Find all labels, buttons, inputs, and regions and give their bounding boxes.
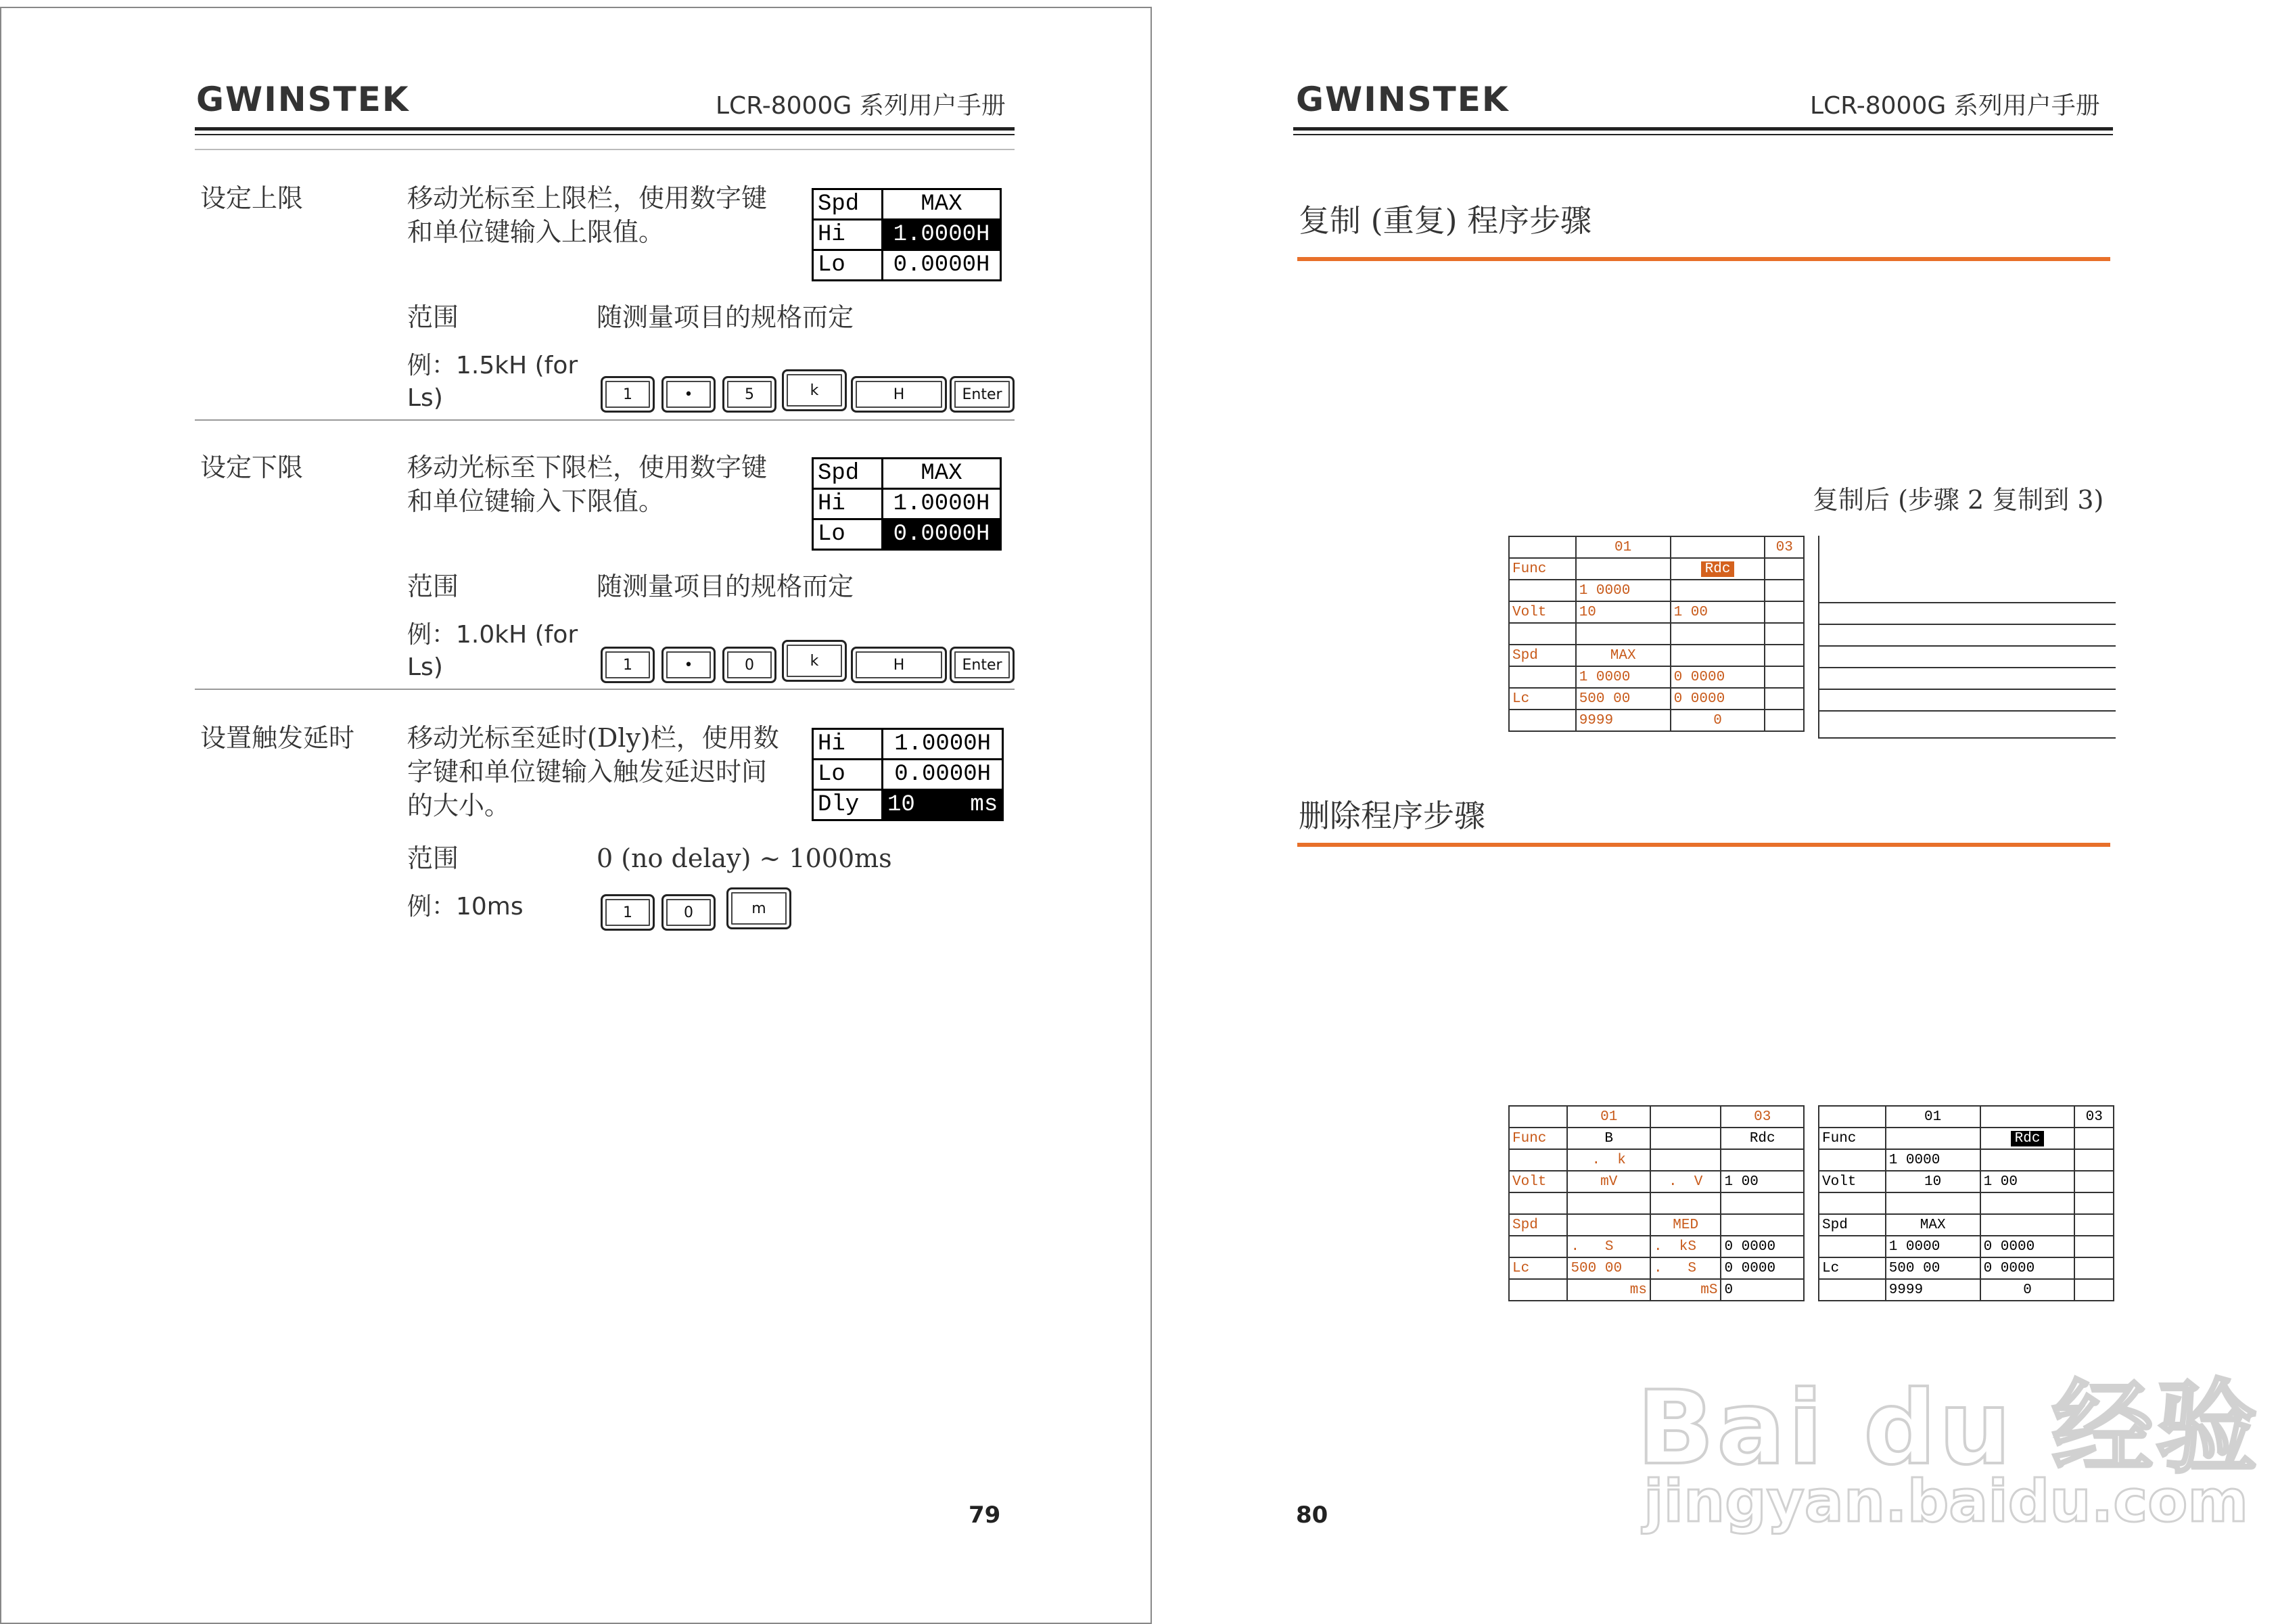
table-cell	[1576, 558, 1671, 580]
table-cell	[1671, 645, 1765, 666]
table-cell: 01	[1886, 1106, 1980, 1128]
table-cell: 03	[1721, 1106, 1804, 1128]
table-cell	[1980, 1192, 2075, 1214]
lcd-label: Hi	[813, 729, 883, 760]
section-desc-line: 移动光标至上限栏，使用数字键	[407, 183, 768, 213]
header-rule-thick	[195, 127, 1015, 131]
key-enter[interactable]: Enter	[950, 647, 1015, 683]
table-cell: ms	[1567, 1279, 1650, 1301]
manual-title: LCR-8000G 系列用户手册	[716, 92, 1006, 120]
table-cell: Spd	[1509, 1214, 1567, 1236]
table-cell	[2074, 1279, 2114, 1301]
table-cell	[2074, 1128, 2114, 1149]
table-cell: 1 0000	[1886, 1149, 1980, 1171]
table-cell	[1721, 1192, 1804, 1214]
lcd-label: Hi	[813, 220, 883, 250]
table-cell	[2074, 1192, 2114, 1214]
table-cell	[1650, 1106, 1721, 1128]
section-desc-line: 的大小。	[407, 791, 511, 820]
lcd-display	[812, 188, 1002, 281]
table-cell: Func	[1509, 1128, 1567, 1149]
lcd-label: Dly	[813, 790, 883, 820]
table-cell: . S	[1567, 1236, 1650, 1257]
key-enter[interactable]: Enter	[950, 376, 1015, 413]
table-cell: 0	[1721, 1279, 1804, 1301]
section-desc-line: 和单位键输入下限值。	[407, 486, 665, 516]
table-cell	[1509, 1149, 1567, 1171]
table-cell	[2074, 1171, 2114, 1192]
section-desc-line: 移动光标至下限栏，使用数字键	[407, 453, 768, 482]
lcd-value: 1.0000H	[883, 729, 1003, 760]
highlighted-cell: Rdc	[1701, 561, 1735, 577]
lcd-label: Spd	[813, 189, 883, 220]
table-cell: Lc	[1819, 1257, 1886, 1279]
table-cell: 9999	[1886, 1279, 1980, 1301]
table-cell: 1 00	[1671, 601, 1765, 623]
table-cell	[1671, 536, 1765, 558]
gwinstek-logo: GWINSTEK	[196, 80, 410, 119]
lcd-label: Hi	[813, 489, 883, 519]
copy-caption: 复制后 (步骤 2 复制到 3)	[1813, 485, 2104, 515]
lcd-label: Lo	[813, 519, 883, 550]
table-cell	[1819, 1279, 1886, 1301]
lcd-value: 0.0000H	[883, 250, 1001, 281]
highlighted-cell: Rdc	[2011, 1131, 2045, 1146]
table-cell: 1 00	[1980, 1171, 2075, 1192]
header-rule-thin	[195, 134, 1015, 135]
table-cell	[2074, 1236, 2114, 1257]
header-rule-thin	[1293, 134, 2113, 135]
table-cell: MAX	[1576, 645, 1671, 666]
table-cell: 10	[1576, 601, 1671, 623]
table-cell: 03	[2074, 1106, 2114, 1128]
key-5[interactable]: 5	[722, 376, 776, 413]
lcd-value: 0.0000H	[883, 760, 1003, 790]
table-cell	[1650, 1192, 1721, 1214]
table-cell	[1765, 688, 1804, 710]
table-cell: 0 0000	[1980, 1236, 2075, 1257]
table-cell: 03	[1765, 536, 1804, 558]
key-0[interactable]: 0	[661, 894, 716, 931]
table-cell: mV	[1567, 1171, 1650, 1192]
copy-heading: 复制 (重复) 程序步骤	[1299, 202, 1592, 239]
key-1[interactable]: 1	[601, 376, 655, 413]
table-cell: Volt	[1509, 1171, 1567, 1192]
table-cell: 01	[1567, 1106, 1650, 1128]
table-cell: . k	[1567, 1149, 1650, 1171]
table-cell	[1721, 1149, 1804, 1171]
table-cell	[1671, 580, 1765, 601]
table-cell	[2074, 1149, 2114, 1171]
table-cell	[1886, 1128, 1980, 1149]
program-table-copy	[1508, 536, 1805, 732]
table-cell	[1509, 1192, 1567, 1214]
key-h[interactable]: H	[851, 647, 947, 683]
key-k[interactable]: k	[782, 369, 847, 411]
table-cell: 10	[1886, 1171, 1980, 1192]
table-cell: . kS	[1650, 1236, 1721, 1257]
table-cell	[1765, 558, 1804, 580]
lcd-label: Spd	[813, 459, 883, 489]
table-cell	[1567, 1192, 1650, 1214]
table-cell: Lc	[1509, 1257, 1567, 1279]
table-cell	[1819, 1236, 1886, 1257]
range-label: 范围	[407, 572, 459, 601]
key-1[interactable]: 1	[601, 894, 655, 931]
table-cell	[1765, 580, 1804, 601]
table-cell	[1980, 1214, 2075, 1236]
table-cell: 0 0000	[1980, 1257, 2075, 1279]
table-cell	[2074, 1257, 2114, 1279]
table-cell: Func	[1509, 558, 1576, 580]
program-table-after-delete	[1818, 1105, 2114, 1301]
table-cell	[1509, 1106, 1567, 1128]
table-cell: 9999	[1576, 710, 1671, 731]
table-cell: Func	[1819, 1128, 1886, 1149]
table-cell: 500 00	[1886, 1257, 1980, 1279]
lcd-display	[812, 457, 1002, 551]
table-cell	[1819, 1192, 1886, 1214]
program-table-before-delete	[1508, 1105, 1805, 1301]
table-cell: 0 0000	[1671, 688, 1765, 710]
table-cell: Spd	[1819, 1214, 1886, 1236]
baidu-watermark-logo: Bai du 经验	[1637, 1370, 2260, 1487]
lcd-label: Lo	[813, 760, 883, 790]
range-value: 随测量项目的规格而定	[597, 302, 854, 332]
heading-rule	[1297, 843, 2110, 847]
table-cell	[1765, 601, 1804, 623]
table-cell: B	[1567, 1128, 1650, 1149]
range-value: 0 (no delay) ~ 1000ms	[597, 843, 892, 873]
baidu-watermark-url: jingyan.baidu.com	[1644, 1468, 2248, 1535]
key-m[interactable]: m	[726, 887, 791, 929]
table-cell	[2074, 1214, 2114, 1236]
table-cell: MED	[1650, 1214, 1721, 1236]
range-label: 范围	[407, 302, 459, 332]
table-cell: 1 0000	[1886, 1236, 1980, 1257]
table-cell: . S	[1650, 1257, 1721, 1279]
empty-grid	[1818, 536, 2116, 739]
delete-heading: 删除程序步骤	[1299, 797, 1485, 834]
lcd-value-selected: 1.0000H	[883, 220, 1001, 250]
section-divider	[195, 419, 1015, 421]
lcd-display	[812, 728, 1004, 821]
table-cell	[1576, 623, 1671, 645]
section-desc-line: 和单位键输入上限值。	[407, 217, 665, 247]
table-cell	[1980, 1106, 2075, 1128]
table-cell: mS	[1650, 1279, 1721, 1301]
table-cell: Rdc	[1721, 1128, 1804, 1149]
example-line: 例：10ms	[407, 893, 524, 921]
table-cell	[1765, 666, 1804, 688]
key-1[interactable]: 1	[601, 647, 655, 683]
table-cell	[1509, 1236, 1567, 1257]
example-line: Ls)	[407, 653, 443, 681]
section-label: 设定下限	[200, 453, 304, 482]
section-desc-line: 字键和单位键输入触发延迟时间	[407, 757, 768, 787]
gwinstek-logo: GWINSTEK	[1296, 80, 1510, 119]
manual-title: LCR-8000G 系列用户手册	[1810, 92, 2100, 120]
table-cell: 500 00	[1567, 1257, 1650, 1279]
range-value: 随测量项目的规格而定	[597, 572, 854, 601]
key-decimal[interactable]: •	[661, 376, 716, 413]
table-cell	[1980, 1149, 2075, 1171]
lcd-label: Lo	[813, 250, 883, 281]
section-divider	[195, 689, 1015, 690]
table-cell: 0 0000	[1721, 1236, 1804, 1257]
table-cell	[1509, 710, 1576, 731]
section-desc-line: 移动光标至延时(Dly)栏，使用数	[407, 723, 779, 753]
table-cell	[1765, 623, 1804, 645]
example-line: 例：1.5kH (for	[407, 352, 578, 379]
table-cell	[1509, 1279, 1567, 1301]
table-cell: Spd	[1509, 645, 1576, 666]
header-rule-thick	[1293, 127, 2113, 131]
table-cell: 0 0000	[1721, 1257, 1804, 1279]
table-cell: 0	[1671, 710, 1765, 731]
table-cell	[1509, 666, 1576, 688]
example-line: Ls)	[407, 384, 443, 412]
table-cell: Lc	[1509, 688, 1576, 710]
table-cell: . V	[1650, 1171, 1721, 1192]
key-0[interactable]: 0	[722, 647, 776, 683]
lcd-value: MAX	[883, 189, 1001, 220]
table-cell: 0	[1980, 1279, 2075, 1301]
lcd-value-selected: 0.0000H	[883, 519, 1001, 550]
key-decimal[interactable]: •	[661, 647, 716, 683]
table-cell: 0 0000	[1671, 666, 1765, 688]
section-label: 设置触发延时	[200, 723, 355, 753]
table-cell	[1765, 645, 1804, 666]
table-cell: 01	[1576, 536, 1671, 558]
table-cell	[1819, 1106, 1886, 1128]
table-cell: 500 00	[1576, 688, 1671, 710]
key-h[interactable]: H	[851, 376, 947, 413]
table-cell: Volt	[1509, 601, 1576, 623]
section-divider	[195, 149, 1015, 150]
table-cell	[1509, 536, 1576, 558]
range-label: 范围	[407, 843, 459, 873]
key-k[interactable]: k	[782, 640, 847, 682]
table-cell	[1671, 623, 1765, 645]
table-cell	[1886, 1192, 1980, 1214]
table-cell	[1567, 1214, 1650, 1236]
table-cell	[1650, 1149, 1721, 1171]
example-line: 例：1.0kH (for	[407, 621, 578, 649]
table-cell: Volt	[1819, 1171, 1886, 1192]
table-cell	[1721, 1214, 1804, 1236]
table-cell: 1 0000	[1576, 580, 1671, 601]
lcd-value: 1.0000H	[883, 489, 1001, 519]
section-label: 设定上限	[200, 183, 304, 213]
heading-rule	[1297, 257, 2110, 261]
lcd-value: MAX	[883, 459, 1001, 489]
table-cell: MAX	[1886, 1214, 1980, 1236]
table-cell: 1 0000	[1576, 666, 1671, 688]
table-cell: 1 00	[1721, 1171, 1804, 1192]
table-cell	[1509, 580, 1576, 601]
table-cell	[1765, 710, 1804, 731]
table-cell	[1819, 1149, 1886, 1171]
page-number: 79	[969, 1502, 1001, 1529]
lcd-value-selected: 10 ms	[883, 790, 1003, 820]
page-number: 80	[1296, 1502, 1328, 1529]
table-cell	[1650, 1128, 1721, 1149]
table-cell	[1509, 623, 1576, 645]
